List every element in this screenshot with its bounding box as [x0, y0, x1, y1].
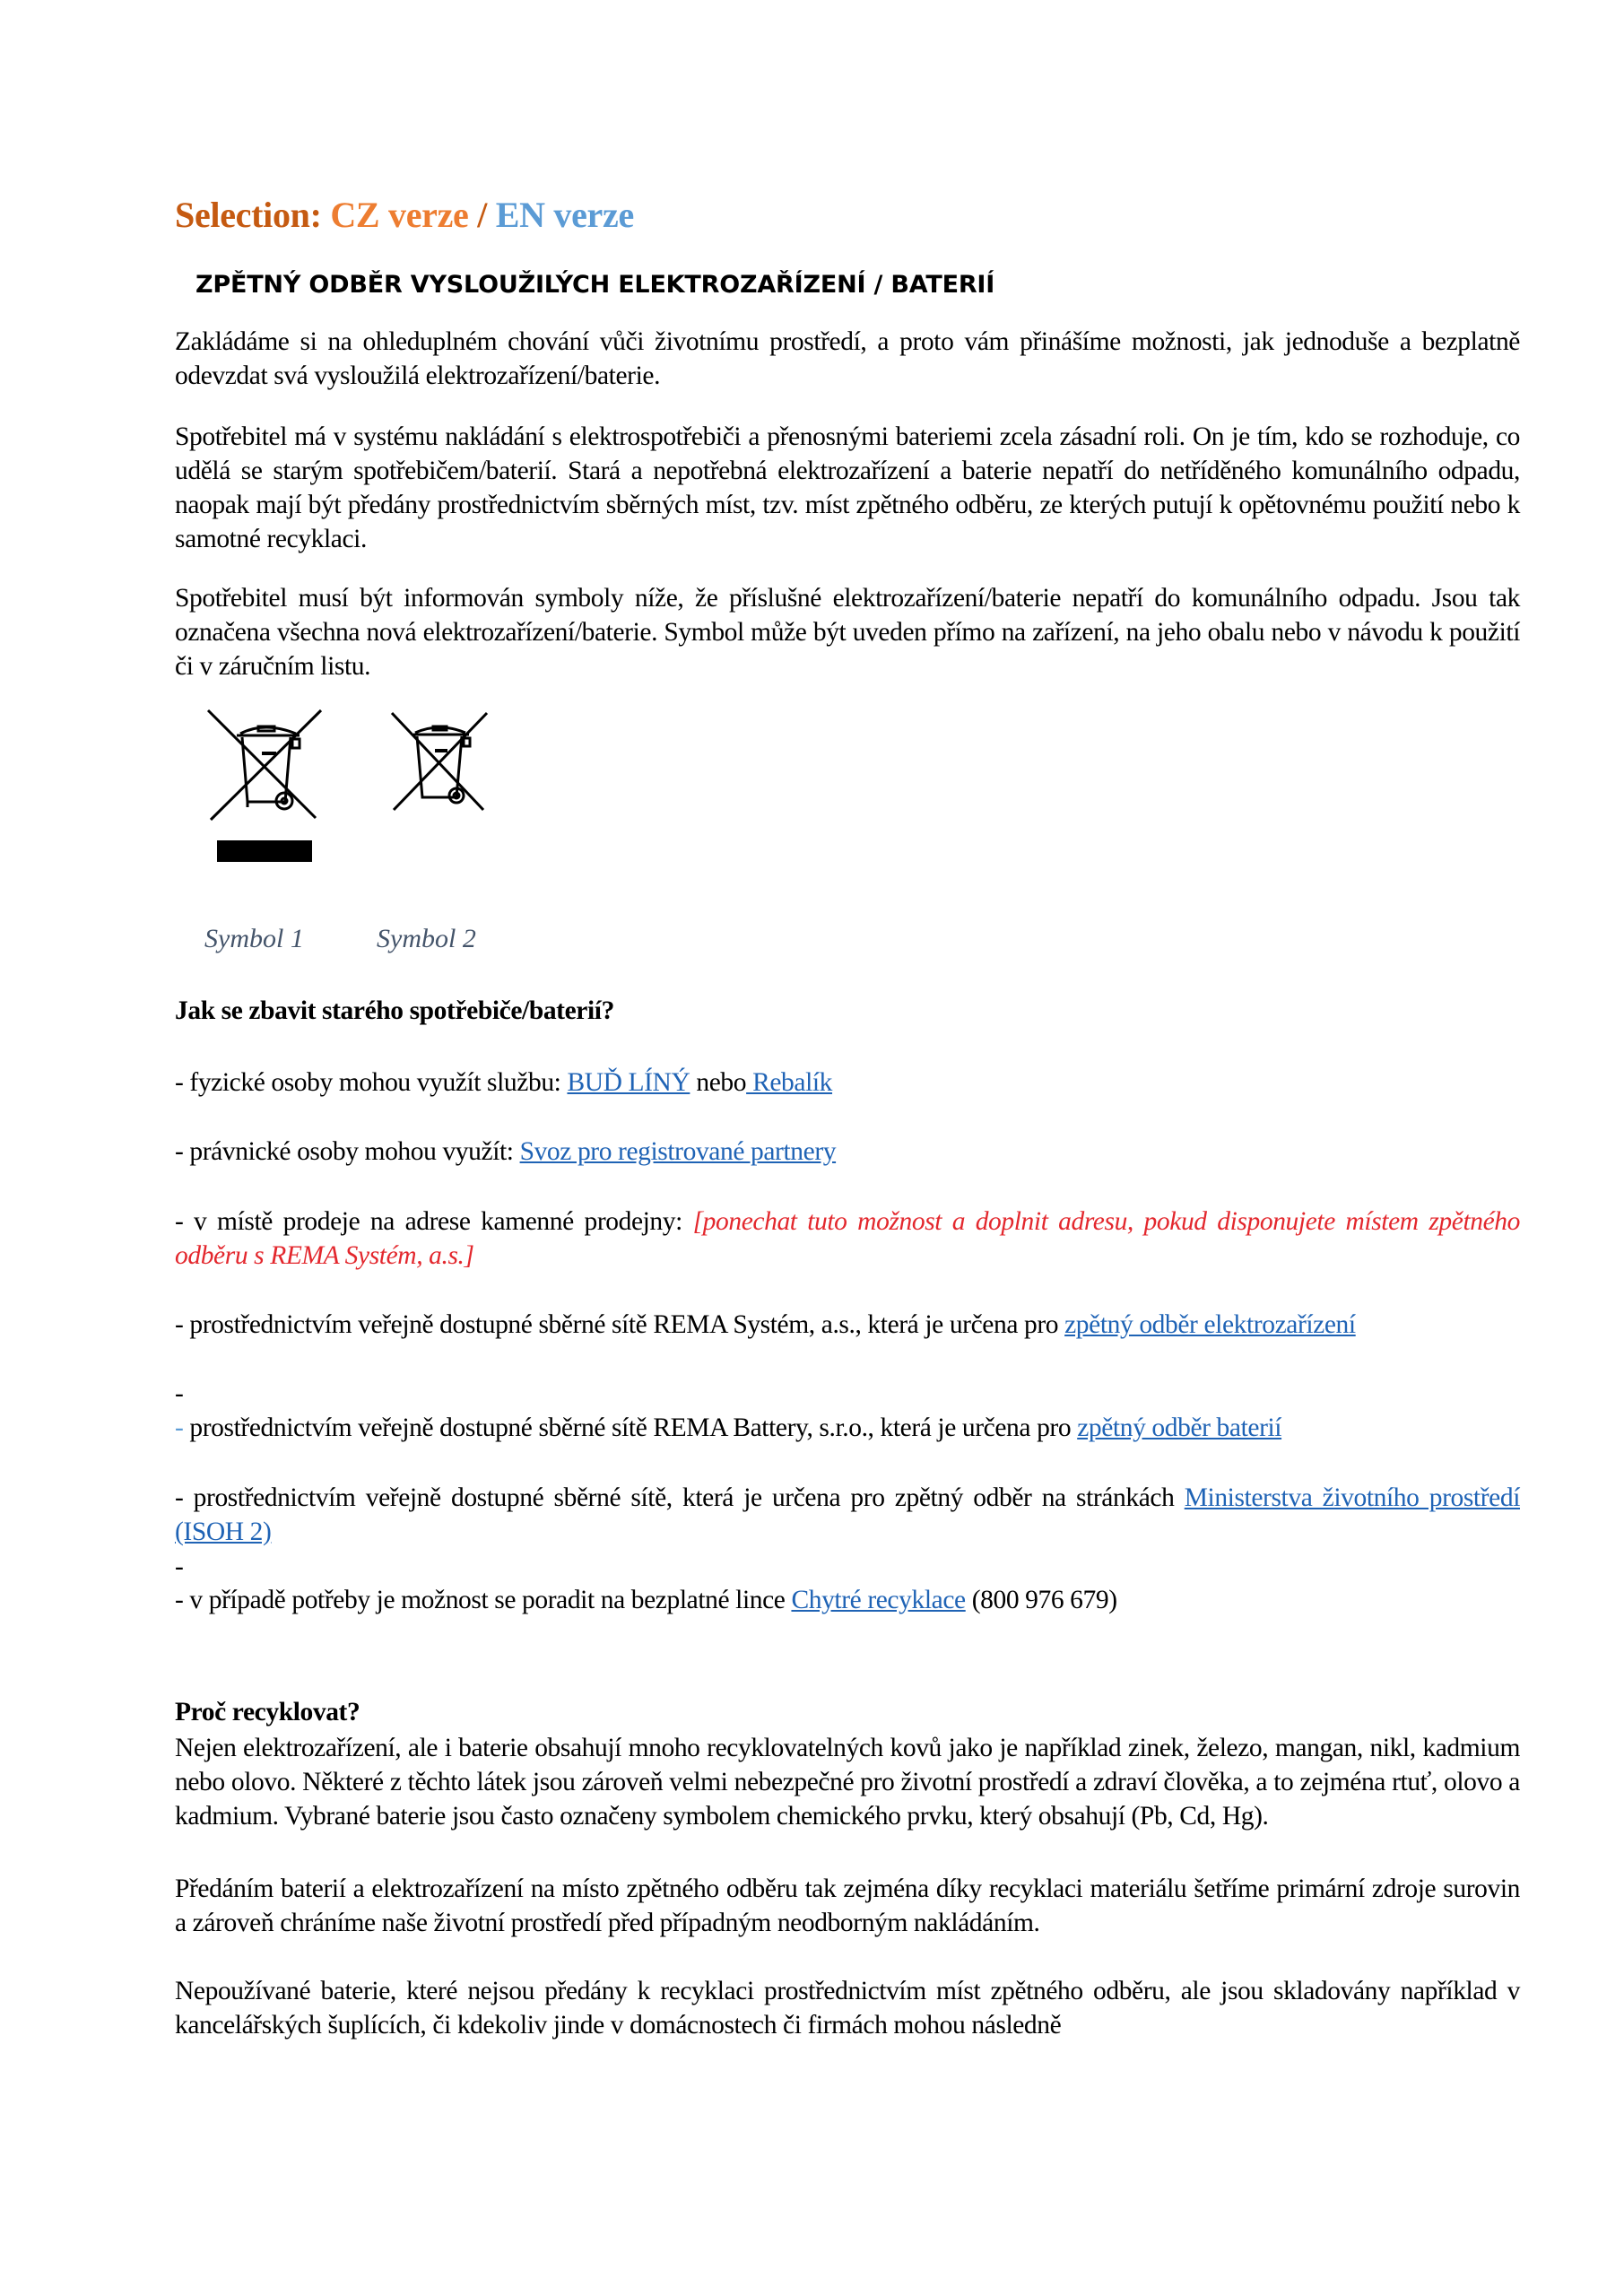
bud-liny-link[interactable]: BUĎ LÍNÝ [567, 1068, 690, 1097]
page-title: ZPĚTNÝ ODBĚR VYSLOUŽILÝCH ELEKTROZAŘÍZENÍ / BATERIÍ [195, 271, 995, 299]
cz-version-link[interactable]: CZ verze [330, 195, 469, 235]
item-text: - prostřednictvím veřejně dostupné sběrné sítě REMA Systém, a.s., která je určena pro [175, 1310, 1065, 1339]
selection-separator: / [468, 195, 496, 235]
selection-label: Selection: [175, 195, 331, 235]
list-item-ministry [175, 1481, 1520, 1549]
crossed-out-wheelie-bin-with-bar-icon [206, 709, 332, 870]
placeholder-note: [ponechat tuto možnost a doplnit adresu, pokud disponujete místem zpětného odběru s REMA Systém, a.s.] [175, 1207, 1521, 1270]
item-text: - právnické osoby mohou využít: [175, 1137, 520, 1166]
weee-symbols [197, 709, 556, 978]
hotline-phone: (800 976 679) [965, 1586, 1117, 1614]
chytre-recyklace-link[interactable]: Chytré recyklace [791, 1586, 966, 1614]
crossed-out-wheelie-bin-icon [390, 711, 498, 819]
ministry-isoh-link[interactable]: Ministerstva životního prostředí (ISOH 2) [175, 1483, 1520, 1546]
why-paragraph-2: Předáním baterií a elektrozařízení na místo zpětného odběru tak zejména díky recyklaci materiálu šetříme primární zdroje surovin a zároveň chráníme naše životní prostředí před případným neodborným nakládáním. [175, 1874, 1520, 1937]
intro-paragraph-3: Spotřebitel musí být informován symboly níže, že příslušné elektrozařízení/baterie nepatří do komunálního odpadu. Jsou tak označena všechna nová elektrozařízení/baterie. Symbol může být uveden přímo na zařízení, na jeho obalu nebo v návodu k použití či v záručním listu. [175, 584, 1520, 681]
how-to-dispose-heading: Jak se zbavit starého spotřebiče/baterií? [175, 996, 614, 1025]
symbol-2-caption: Symbol 2 [377, 924, 476, 953]
list-dash: - [175, 1552, 184, 1581]
list-dash: - [175, 1379, 184, 1408]
rebalik-link[interactable]: Rebalík [746, 1068, 833, 1097]
why-paragraph-1: Nejen elektrozařízení, ale i baterie obsahují mnoho recyklovatelných kovů jako je například zinek, železo, mangan, nikl, kadmium nebo olovo. Některé z těchto látek jsou zároveň velmi nebezpečné pro životní prostředí a zdraví člověka, a to zejména rtuť, olovo a kadmium. Vybrané baterie jsou často označeny symbolem chemického prvku, který obsahují (Pb, Cd, Hg). [175, 1734, 1520, 1831]
item-text: - v místě prodeje na adrese kamenné prodejny: [175, 1207, 693, 1236]
item-text: - v případě potřeby je možnost se poradit na bezplatné lince [175, 1586, 792, 1614]
list-item-rema-battery [175, 1411, 1520, 1445]
item-text: - fyzické osoby mohou využít službu: [175, 1068, 568, 1097]
weee-collection-link[interactable]: zpětný odběr elektrozařízení [1064, 1310, 1356, 1339]
item-text: nebo [690, 1068, 747, 1097]
language-selection [175, 194, 634, 236]
why-paragraph-3: Nepoužívané baterie, které nejsou předány k recyklaci prostřednictvím míst zpětného odběru, ale jsou skladovány například v kancelářských šuplících, či kdekoliv jinde v domácnostech či firmách mohou následně [175, 1977, 1520, 2039]
item-text: prostřednictvím veřejně dostupné sběrné sítě REMA Battery, s.r.o., která je určena pro [183, 1413, 1078, 1442]
list-item-legal-entities [175, 1135, 1520, 1169]
item-dash: - [175, 1413, 184, 1442]
battery-collection-link[interactable]: zpětný odběr baterií [1077, 1413, 1282, 1442]
list-item-hotline [175, 1583, 1520, 1617]
item-text: - prostřednictvím veřejně dostupné sběrné sítě, která je určena pro zpětný odběr na stránkách [175, 1483, 1185, 1512]
why-recycle-heading: Proč recyklovat? [175, 1698, 360, 1726]
list-item-rema-system [175, 1308, 1520, 1342]
intro-paragraph-1: Zakládáme si na ohleduplném chování vůči životnímu prostředí, a proto vám přinášíme možnosti, jak jednoduše a bezplatně odevzdat svá vysloužilá elektrozařízení/baterie. [175, 327, 1520, 390]
intro-paragraph-2: Spotřebitel má v systému nakládání s elektrospotřebiči a přenosnými bateriemi zcela zásadní roli. On je tím, kdo se rozhoduje, co udělá se starým spotřebičem/baterií. Stará a nepotřebná elektrozařízení a baterie nepatří do netříděného komunálního odpadu, naopak mají být předány prostřednictvím sběrných míst, tzv. míst zpětného odběru, ze kterých putují k opětovnému použití nebo k samotné recyklaci. [175, 422, 1520, 553]
en-version-link[interactable]: EN verze [495, 195, 634, 235]
list-item-store [175, 1205, 1520, 1273]
list-item-individuals [175, 1065, 1520, 1100]
symbol-1-caption: Symbol 1 [204, 924, 304, 953]
svoz-partners-link[interactable]: Svoz pro registrované partnery [519, 1137, 837, 1166]
